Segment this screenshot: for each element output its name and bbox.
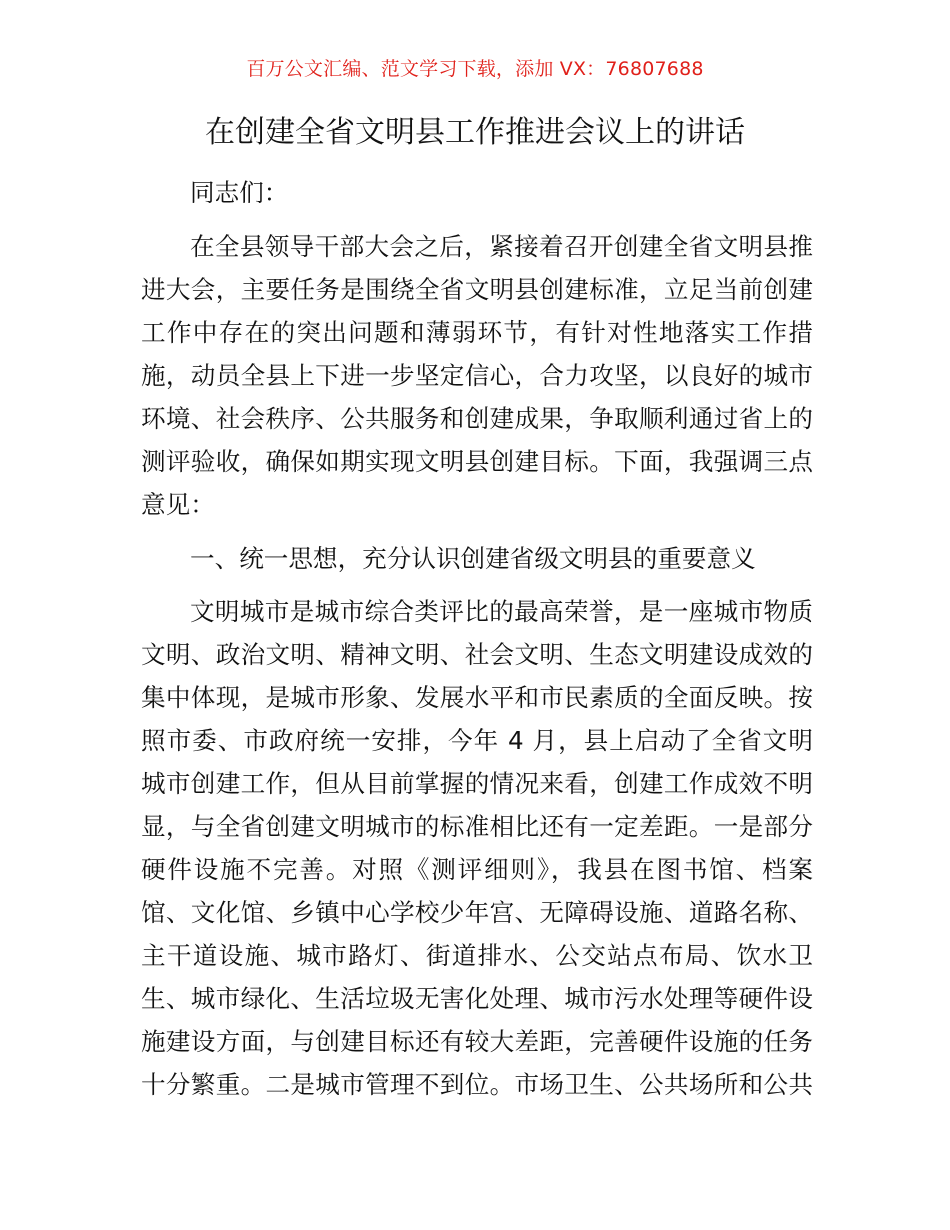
text-line: 在全县领导干部大会之后，紧接着召开创建全省文明县推 bbox=[190, 232, 813, 261]
text-line: 城市创建工作，但从目前掌握的情况来看，创建工作成效不明 bbox=[141, 769, 813, 798]
text-line: 工作中存在的突出问题和薄弱环节，有针对性地落实工作措 bbox=[141, 318, 813, 347]
salutation: 同志们： bbox=[190, 178, 289, 207]
watermark-banner: 百万公文汇编、范文学习下载，添加 VX：76807688 bbox=[246, 58, 704, 80]
text-line: 文明城市是城市综合类评比的最高荣誉，是一座城市物质 bbox=[190, 597, 813, 626]
text-line: 照市委、市政府统一安排，今年 4 月，县上启动了全省文明 bbox=[141, 726, 813, 755]
text-line: 意见： bbox=[141, 490, 215, 519]
text-line: 文明、政治文明、精神文明、社会文明、生态文明建设成效的 bbox=[141, 640, 813, 669]
text-line: 生、城市绿化、生活垃圾无害化处理、城市污水处理等硬件设 bbox=[141, 984, 813, 1013]
text-line: 施建设方面，与创建目标还有较大差距，完善硬件设施的任务 bbox=[141, 1027, 813, 1056]
text-line: 测评验收，确保如期实现文明县创建目标。下面，我强调三点 bbox=[141, 447, 813, 476]
section-heading: 一、统一思想，充分认识创建省级文明县的重要意义 bbox=[190, 544, 756, 573]
text-line: 馆、文化馆、乡镇中心学校少年宫、无障碍设施、道路名称、 bbox=[141, 898, 813, 927]
text-line: 环境、社会秩序、公共服务和创建成果，争取顺利通过省上的 bbox=[141, 404, 813, 433]
text-line: 施，动员全县上下进一步坚定信心，合力攻坚，以良好的城市 bbox=[141, 361, 813, 390]
text-line: 主干道设施、城市路灯、街道排水、公交站点布局、饮水卫 bbox=[141, 941, 813, 970]
text-line: 集中体现，是城市形象、发展水平和市民素质的全面反映。按 bbox=[141, 683, 813, 712]
text-line: 十分繁重。二是城市管理不到位。市场卫生、公共场所和公共 bbox=[141, 1070, 813, 1099]
text-line: 进大会，主要任务是围绕全省文明县创建标准，立足当前创建 bbox=[141, 275, 813, 304]
text-line: 硬件设施不完善。对照《测评细则》，我县在图书馆、档案 bbox=[141, 855, 813, 884]
document-title: 在创建全省文明县工作推进会议上的讲话 bbox=[205, 115, 745, 150]
text-line: 显，与全省创建文明城市的标准相比还有一定差距。一是部分 bbox=[141, 812, 813, 841]
